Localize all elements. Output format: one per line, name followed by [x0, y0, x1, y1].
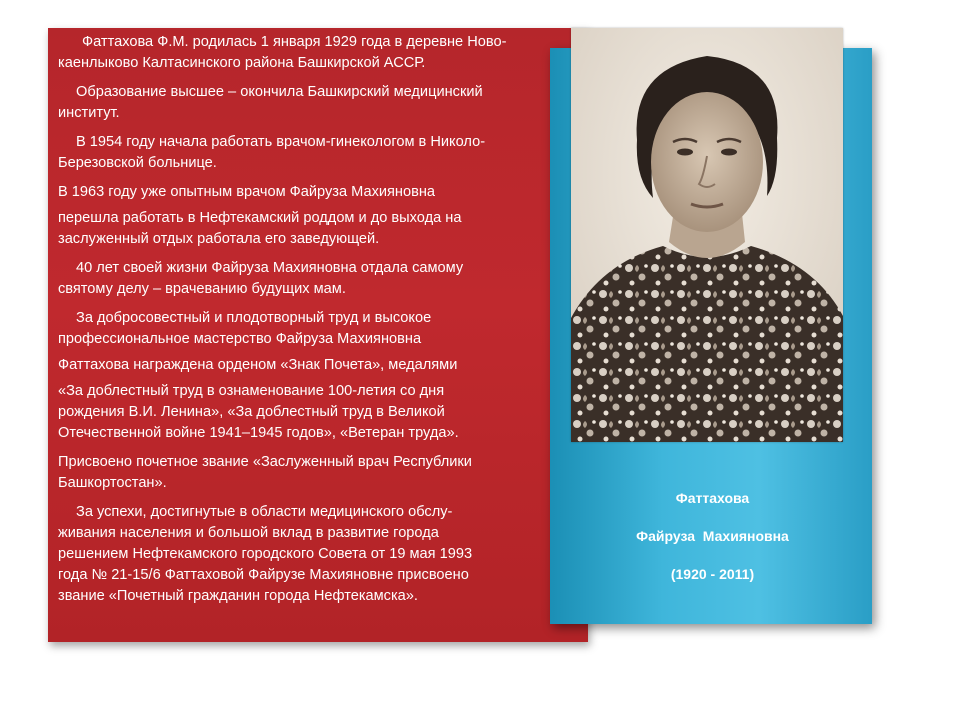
bio-line: За добросовестный и плодотворный труд и высокое — [76, 310, 432, 326]
portrait-caption — [590, 488, 835, 602]
bio-paragraph — [58, 82, 578, 124]
bio-line: институт. — [58, 105, 120, 121]
bio-paragraph — [58, 452, 578, 494]
bio-line: рождения В.И. Ленина», «За доблестный труд в Великой — [58, 404, 445, 420]
bio-paragraph — [58, 32, 578, 74]
bio-line: Образование высшее – окончила Башкирский медицинский — [76, 84, 483, 100]
bio-paragraph — [58, 308, 578, 350]
bio-line: Башкортостан». — [58, 475, 167, 491]
bio-line: Присвоено почетное звание «Заслуженный врач Республики — [58, 454, 472, 470]
portrait-photo — [571, 28, 843, 442]
bio-paragraph — [58, 381, 578, 444]
bio-line: В 1954 году начала работать врачом-гинекологом в Николо- — [76, 134, 486, 150]
bio-line: Отечественной войне 1941–1945 годов», «Ветеран труда». — [58, 425, 459, 441]
bio-line: заслуженный отдых работала его заведующей. — [58, 231, 380, 247]
bio-line: За успехи, достигнутые в области медицинского обслу- — [76, 504, 453, 520]
bio-line: года № 21-15/6 Фаттаховой Файрузе Махияновне присвоено — [58, 567, 469, 583]
bio-line: живания населения и большой вклад в развитие города — [58, 525, 439, 541]
caption-years: (1920 - 2011) — [670, 566, 755, 582]
caption-surname: Фаттахова — [675, 490, 750, 506]
bio-line: «За доблестный труд в ознаменование 100-летия со дня — [58, 383, 445, 399]
bio-line: профессиональное мастерство Файруза Махияновна — [58, 331, 422, 347]
caption-name: Файруза Махияновна — [636, 528, 789, 544]
bio-line: перешла работать в Нефтекамский роддом и до выхода на — [58, 210, 462, 226]
bio-line: 40 лет своей жизни Файруза Махияновна отдала самому — [76, 260, 464, 276]
bio-line: Фаттахова награждена орденом «Знак Почета», медалями — [58, 357, 458, 373]
bio-paragraph — [58, 258, 578, 300]
bio-line: В 1963 году уже опытным врачом Файруза Махияновна — [58, 184, 436, 200]
bio-paragraph — [58, 132, 578, 174]
bio-paragraph — [58, 502, 578, 607]
bio-line: святому делу – врачеванию будущих мам. — [58, 281, 346, 297]
bio-paragraph — [58, 355, 578, 376]
bio-line: Фаттахова Ф.М. родилась 1 января 1929 года в деревне Ново- — [82, 34, 507, 50]
bio-line: Березовской больнице. — [58, 155, 217, 171]
bio-line: каенлыково Калтасинского района Башкирской АССР. — [58, 55, 426, 71]
bio-line: решением Нефтекамского городского Совета от 19 мая 1993 — [58, 546, 473, 562]
biography-text — [58, 32, 578, 611]
bio-paragraph — [58, 208, 578, 250]
bio-paragraph — [58, 182, 578, 203]
bio-line: звание «Почетный гражданин города Нефтекамска». — [58, 588, 418, 604]
